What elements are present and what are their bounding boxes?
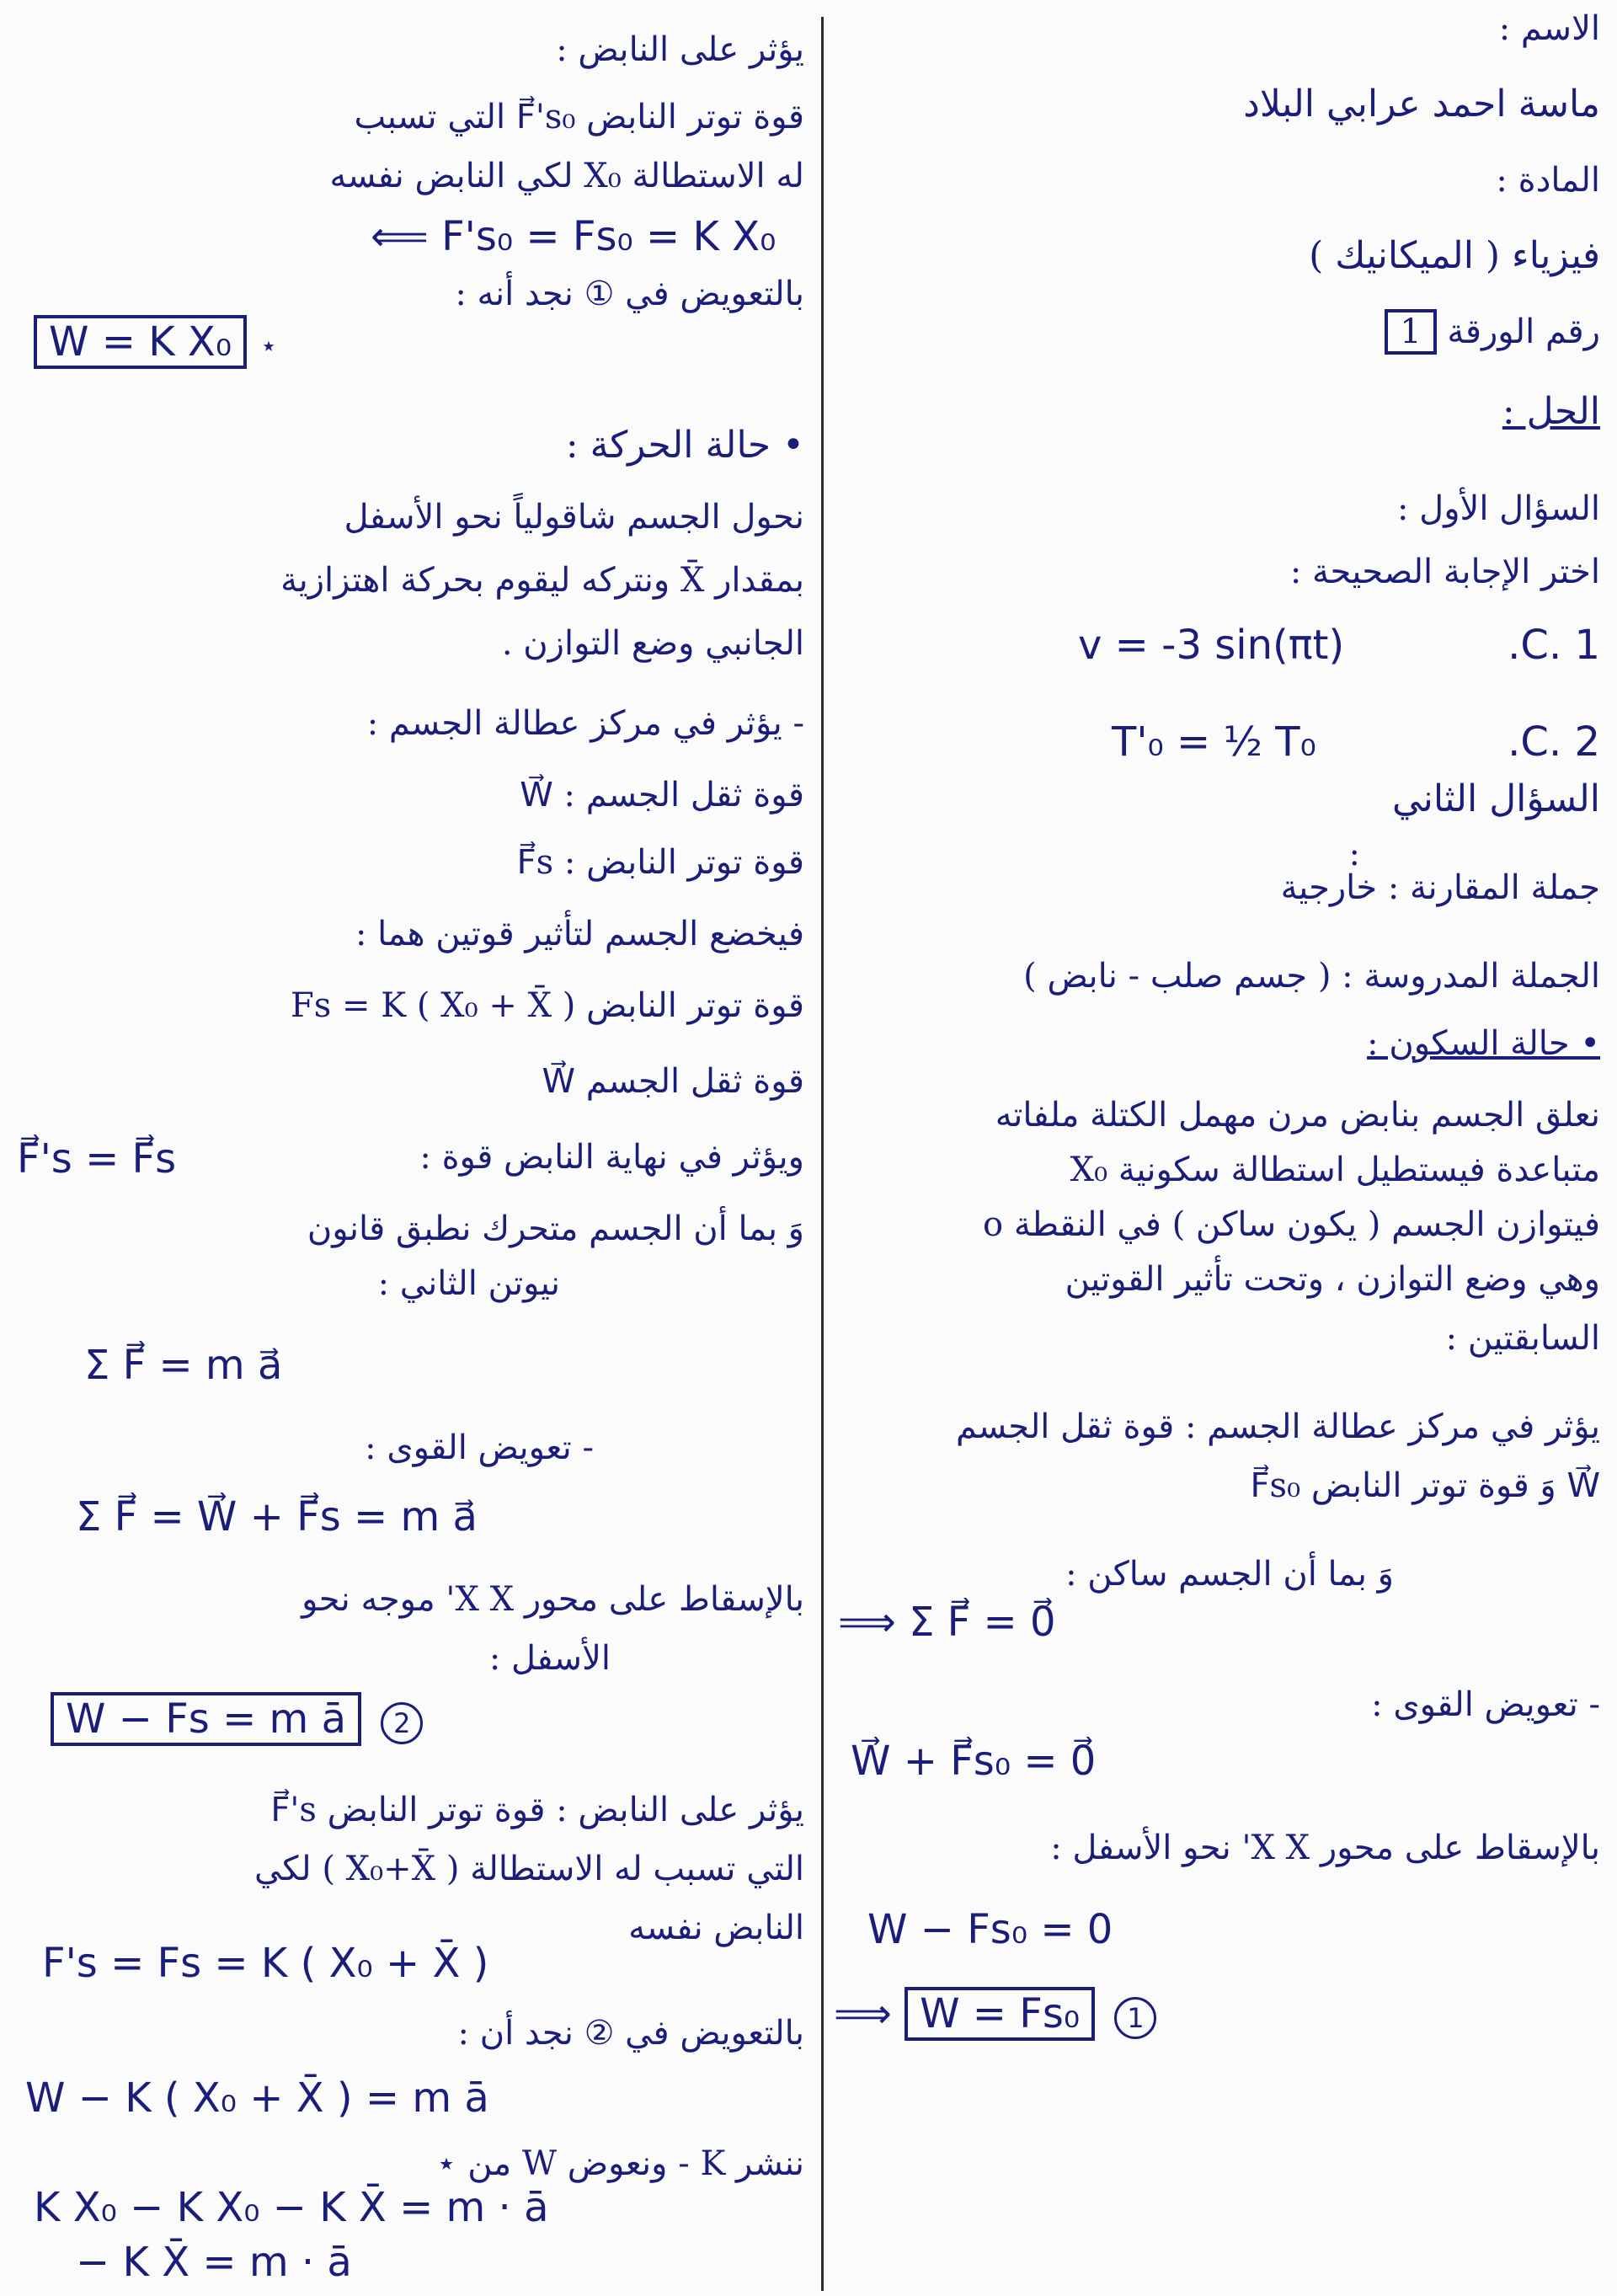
- weight-w-line: قوة ثقل الجسم W⃗: [542, 1062, 804, 1101]
- end-force-line: ويؤثر في نهاية النابض قوة :: [419, 1138, 804, 1177]
- cause-line-1: التي تسبب له الاستطالة ( X₀+X̄ ) لكي: [253, 1850, 804, 1888]
- student-name: ماسة احمد عرابي البلاد: [1243, 83, 1600, 125]
- solution-label: الحل :: [1502, 390, 1600, 433]
- projection-line-1: بالإسقاط على محور X X' موجه نحو: [302, 1580, 804, 1619]
- action-line-2: W⃗ وَ قوة توتر النابض F⃗s₀: [1250, 1466, 1600, 1505]
- rest-line-4: وهي وضع التوازن ، وتحت تأثير القوتين: [1065, 1260, 1600, 1299]
- substitution-line: بالتعويض في ① نجد أنه :: [455, 275, 804, 313]
- subst-title: - تعويض القوى :: [1371, 1685, 1600, 1724]
- motion-line-2: بمقدار X̄ ونتركه ليقوم بحركة اهتزازية: [280, 561, 804, 600]
- projection-line-2: الأسفل :: [488, 1639, 611, 1678]
- q2-colon: :: [1348, 835, 1360, 873]
- right-column: [834, 0, 1613, 2296]
- q1-item1-label: .C. 1: [1508, 622, 1600, 669]
- q1-title: السؤال الأول :: [1396, 489, 1600, 528]
- spring-force-line: قوة توتر النابض : F⃗s: [516, 843, 804, 882]
- arrow-implies-icon: ⟹: [834, 1990, 905, 2037]
- eq-w-fs-ma-row: [51, 1693, 430, 1745]
- q1-item1-answer: v = -3 sin(πt): [1078, 622, 1345, 669]
- eq-newton: Σ F⃗ = m a⃗: [84, 1342, 283, 1389]
- rest-line-1: نعلق الجسم بنابض مرن مهمل الكتلة ملفاته: [995, 1096, 1600, 1135]
- force-line-1: قوة توتر النابض F⃗'s₀ التي تسبب: [354, 98, 804, 136]
- force-line-2: له الاستطالة X₀ لكي النابض نفسه: [329, 157, 804, 195]
- rest-state-title: • حالة السكون :: [1367, 1024, 1600, 1063]
- paper-number-row: [1385, 307, 1600, 356]
- eq-forces-sum: Σ F⃗ = W⃗ + F⃗s = m a⃗: [76, 1493, 478, 1540]
- column-divider: [821, 17, 824, 2291]
- weight-line: قوة ثقل الجسم : W⃗: [520, 776, 804, 814]
- newton-line-1: وَ بما أن الجسم متحرك نطبق قانون: [307, 1209, 804, 1248]
- eq-final: − K X̄ = m · ā: [76, 2239, 352, 2286]
- eq-w-fso-vector: W⃗ + F⃗s₀ = 0⃗: [851, 1738, 1097, 1785]
- newton-line-2: نيوتن الثاني :: [377, 1264, 560, 1303]
- rest-line-3: فيتوازن الجسم ( يكون ساكن ) في النقطة o: [983, 1205, 1600, 1244]
- paper-number: 1: [1385, 309, 1436, 355]
- projection-line: بالإسقاط على محور X X' نحو الأسفل :: [1050, 1829, 1600, 1867]
- two-forces-line: فيخضع الجسم لتأثير قوتين هما :: [355, 915, 804, 953]
- eq-w-kx0-row: [34, 316, 278, 368]
- cause-line-2: النابض نفسه: [628, 1909, 804, 1947]
- expand-line: ننشر K - ونعوض W من ⋆: [435, 2144, 804, 2183]
- q1-item2-answer: T'₀ = ½ T₀: [1112, 718, 1316, 766]
- substitution-2-line: بالتعويض في ② نجد أن :: [457, 2014, 804, 2053]
- subject-value: فيزياء ( الميكانيك ): [1309, 234, 1600, 277]
- name-label: الاسم :: [1498, 9, 1600, 48]
- eq-w-kx0: W = K X₀: [34, 315, 247, 369]
- q1-item2-label: .C. 2: [1508, 718, 1600, 766]
- action-line-1: يؤثر في مركز عطالة الجسم : قوة ثقل الجسم: [955, 1407, 1600, 1446]
- paper-label: رقم الورقة: [1447, 312, 1600, 351]
- eq-fso-kx0: ⟸ F's₀ = Fs₀ = K X₀: [371, 213, 776, 260]
- system-studied: الجملة المدروسة : ( جسم صلب - نابض ): [1023, 957, 1600, 996]
- reference-frame: جملة المقارنة : خارجية: [1280, 868, 1600, 907]
- subject-label: المادة :: [1496, 161, 1600, 200]
- motion-state-title: • حالة الحركة :: [565, 424, 804, 467]
- q2-title: السؤال الثاني: [1391, 777, 1600, 820]
- static-line: وَ بما أن الجسم ساكن :: [1065, 1555, 1394, 1594]
- eq-fs-prime-k: F's = Fs = K ( X₀ + X̄ ): [42, 1940, 489, 1987]
- rest-line-2: متباعدة فيستطيل استطالة سكونية X₀: [1070, 1151, 1600, 1189]
- eq-result-1-row: [834, 1988, 1163, 2040]
- acts-on-spring: يؤثر على النابض :: [556, 30, 804, 69]
- motion-line-1: نحول الجسم شاقولياً نحو الأسفل: [344, 498, 804, 537]
- rest-line-5: السابقتين :: [1445, 1319, 1600, 1358]
- eq-fs-prime: F⃗'s = F⃗s: [17, 1135, 177, 1183]
- equation-number-2: 2: [381, 1702, 423, 1744]
- q1-instruction: اختر الإجابة الصحيحة :: [1289, 553, 1600, 591]
- eq-w-equals-fso: W = Fs₀: [905, 1987, 1095, 2041]
- motion-line-3: الجانبي وضع التوازن .: [501, 624, 804, 663]
- eq-w-minus-fso: W − Fs₀ = 0: [867, 1906, 1113, 1953]
- eq-w-k: W − K ( X₀ + X̄ ) = m ā: [25, 2074, 489, 2122]
- eq-w-fs-ma: W − Fs = m ā: [51, 1692, 361, 1746]
- eq-sum-zero: ⟹ Σ F⃗ = 0⃗: [838, 1599, 1056, 1646]
- acts-on-spring-2: يؤثر على النابض : قوة توتر النابض F⃗'s: [270, 1791, 804, 1829]
- fs-definition-line: قوة توتر النابض Fs = K ( X₀ + X̄ ): [291, 986, 804, 1025]
- equation-number-1: 1: [1114, 1997, 1156, 2039]
- acts-center-line: - يؤثر في مركز عطالة الجسم :: [366, 704, 804, 743]
- eq-expand: K X₀ − K X₀ − K X̄ = m · ā: [34, 2184, 549, 2231]
- subst-forces-title: - تعويض القوى :: [365, 1428, 594, 1467]
- star-mark: ⋆: [259, 329, 278, 363]
- left-column: [17, 0, 813, 2296]
